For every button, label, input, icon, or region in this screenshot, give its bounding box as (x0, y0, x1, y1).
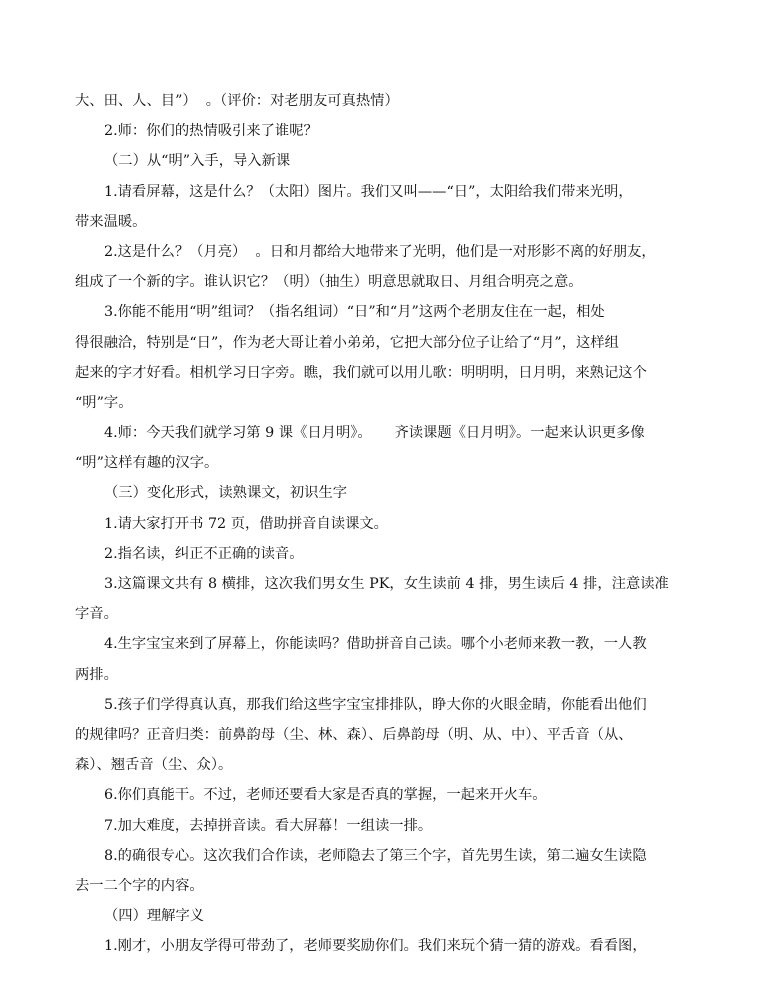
text-line: 7.加大难度，去掉拼音读。看大屏幕！一组读一排。 (104, 817, 433, 834)
text-line: 的规律吗？正音归类：前鼻韵母（尘、林、森）、后鼻韵母（明、从、中）、平舌音（从、 (75, 726, 633, 743)
text-line: 两排。 (75, 666, 118, 683)
text-line: （四）理解字义 (104, 908, 205, 925)
text-line: “明”这样有趣的汉字。 (75, 455, 219, 472)
text-line: 大、田、人、目”） 。（评价：对老朋友可真热情） (75, 93, 399, 109)
text-line: 字音。 (75, 606, 118, 623)
text-line: 2.这是什么？（月亮） 。日和月都给大地带来了光明，他们是一对形影不离的好朋友， (104, 243, 656, 260)
text-line: 2.师：你们的热情吸引来了谁呢？ (104, 123, 318, 140)
text-line: 8.的确很专心。这次我们合作读，老师隐去了第三个字，首先男生读，第二遍女生读隐 (104, 847, 647, 864)
text-line: 5.孩子们学得真认真，那我们给这些字宝宝排排队，睁大你的火眼金睛，你能看出他们 (104, 696, 647, 713)
text-line: （三）变化形式，读熟课文，初识生字 (104, 485, 348, 502)
text-line: 得很融洽，特别是“日”，作为老大哥让着小弟弟，它把大部分位子让给了“月”，这样组 (75, 334, 619, 351)
text-line: 3.这篇课文共有 8 横排，这次我们男女生 PK，女生读前 4 排，男生读后 4 排，注意读准 (104, 576, 669, 592)
text-line: 组成了一个新的字。谁认识它？（明）（抽生）明意思就取日、月组合明亮之意。 (75, 274, 583, 291)
document-body (75, 86, 700, 961)
text-line: 6.你们真能干。不过，老师还要看大家是否真的掌握，一起来开火车。 (104, 787, 547, 804)
text-line: 带来温暖。 (75, 213, 147, 230)
text-line: 1.请大家打开书 72 页，借助拼音自读课文。 (104, 515, 388, 532)
text-line: 2.指名读，纠正不正确的读音。 (104, 545, 304, 562)
text-line: 4.师：今天我们就学习第 9 课《日月明》。 齐读课题《日月明》。一起来认识更多像 (104, 425, 645, 442)
text-line: 起来的字才好看。相机学习日字旁。瞧，我们就可以用儿歌：明明明，日月明，来熟记这个 (75, 364, 647, 381)
text-line: （二）从“明”入手，导入新课 (104, 153, 291, 170)
text-line: 1.刚才，小朋友学得可带劲了，老师要奖励你们。我们来玩个猜一猜的游戏。看看图， (104, 938, 647, 955)
text-line: 4.生字宝宝来到了屏幕上，你能读吗？借助拼音自己读。哪个小老师来教一教，一人教 (104, 636, 647, 653)
text-line: 去一二个字的内容。 (75, 877, 204, 894)
text-line: 1.请看屏幕，这是什么？（太阳）图片。我们又叫——“日”，太阳给我们带来光明， (104, 183, 633, 200)
text-line: 3.你能不能用“明”组词？（指名组词）“日”和“月”这两个老朋友住在一起，相处 (104, 304, 605, 321)
text-line: 森）、翘舌音（尘、众）。 (75, 757, 233, 774)
text-line: “明”字。 (75, 394, 133, 411)
